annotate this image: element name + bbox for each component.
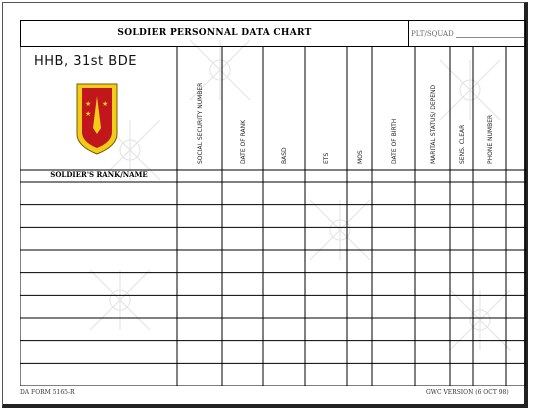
column-header-5: MOS [356,150,364,164]
column-header-2: DATE OF RANK [239,119,247,164]
unit-title: HHB, 31st BDE [34,54,137,69]
column-header-9: PHONE NUMBER [486,114,494,164]
table-row[interactable] [21,206,525,227]
personnel-data-form [20,20,526,386]
table-row[interactable] [21,228,525,249]
form-number: DA FORM 5165-R [20,389,75,396]
column-header-6: DATE OF BIRTH [390,118,398,164]
data-grid [20,20,526,386]
plt-squad-label: PLT/SQUAD [411,30,454,38]
column-header-4: ETS [323,152,330,164]
table-row[interactable] [21,251,525,272]
table-row[interactable] [21,296,525,317]
column-header-3: BASD [281,147,288,164]
unit-patch-icon [74,82,120,156]
svg-text:★: ★ [85,110,92,118]
table-row[interactable] [21,183,525,204]
form-title: SOLDIER PERSONNAL DATA CHART [21,21,409,46]
svg-text:★: ★ [85,100,92,108]
rank-name-header: SOLDIER'S RANK/NAME [50,170,148,179]
column-header-8: SENS. CLEAR [458,124,466,164]
table-row[interactable] [21,342,525,363]
svg-text:★: ★ [102,100,109,108]
column-header-1: SOCIAL SECURITY NUMBER [196,82,204,164]
column-header-7: MARITAL STATUS/ DEPEND [429,84,437,164]
table-row[interactable] [21,319,525,340]
table-row[interactable] [21,274,525,295]
table-row[interactable] [21,364,525,385]
form-version: GWC VERSION (6 OCT 98) [426,389,509,396]
